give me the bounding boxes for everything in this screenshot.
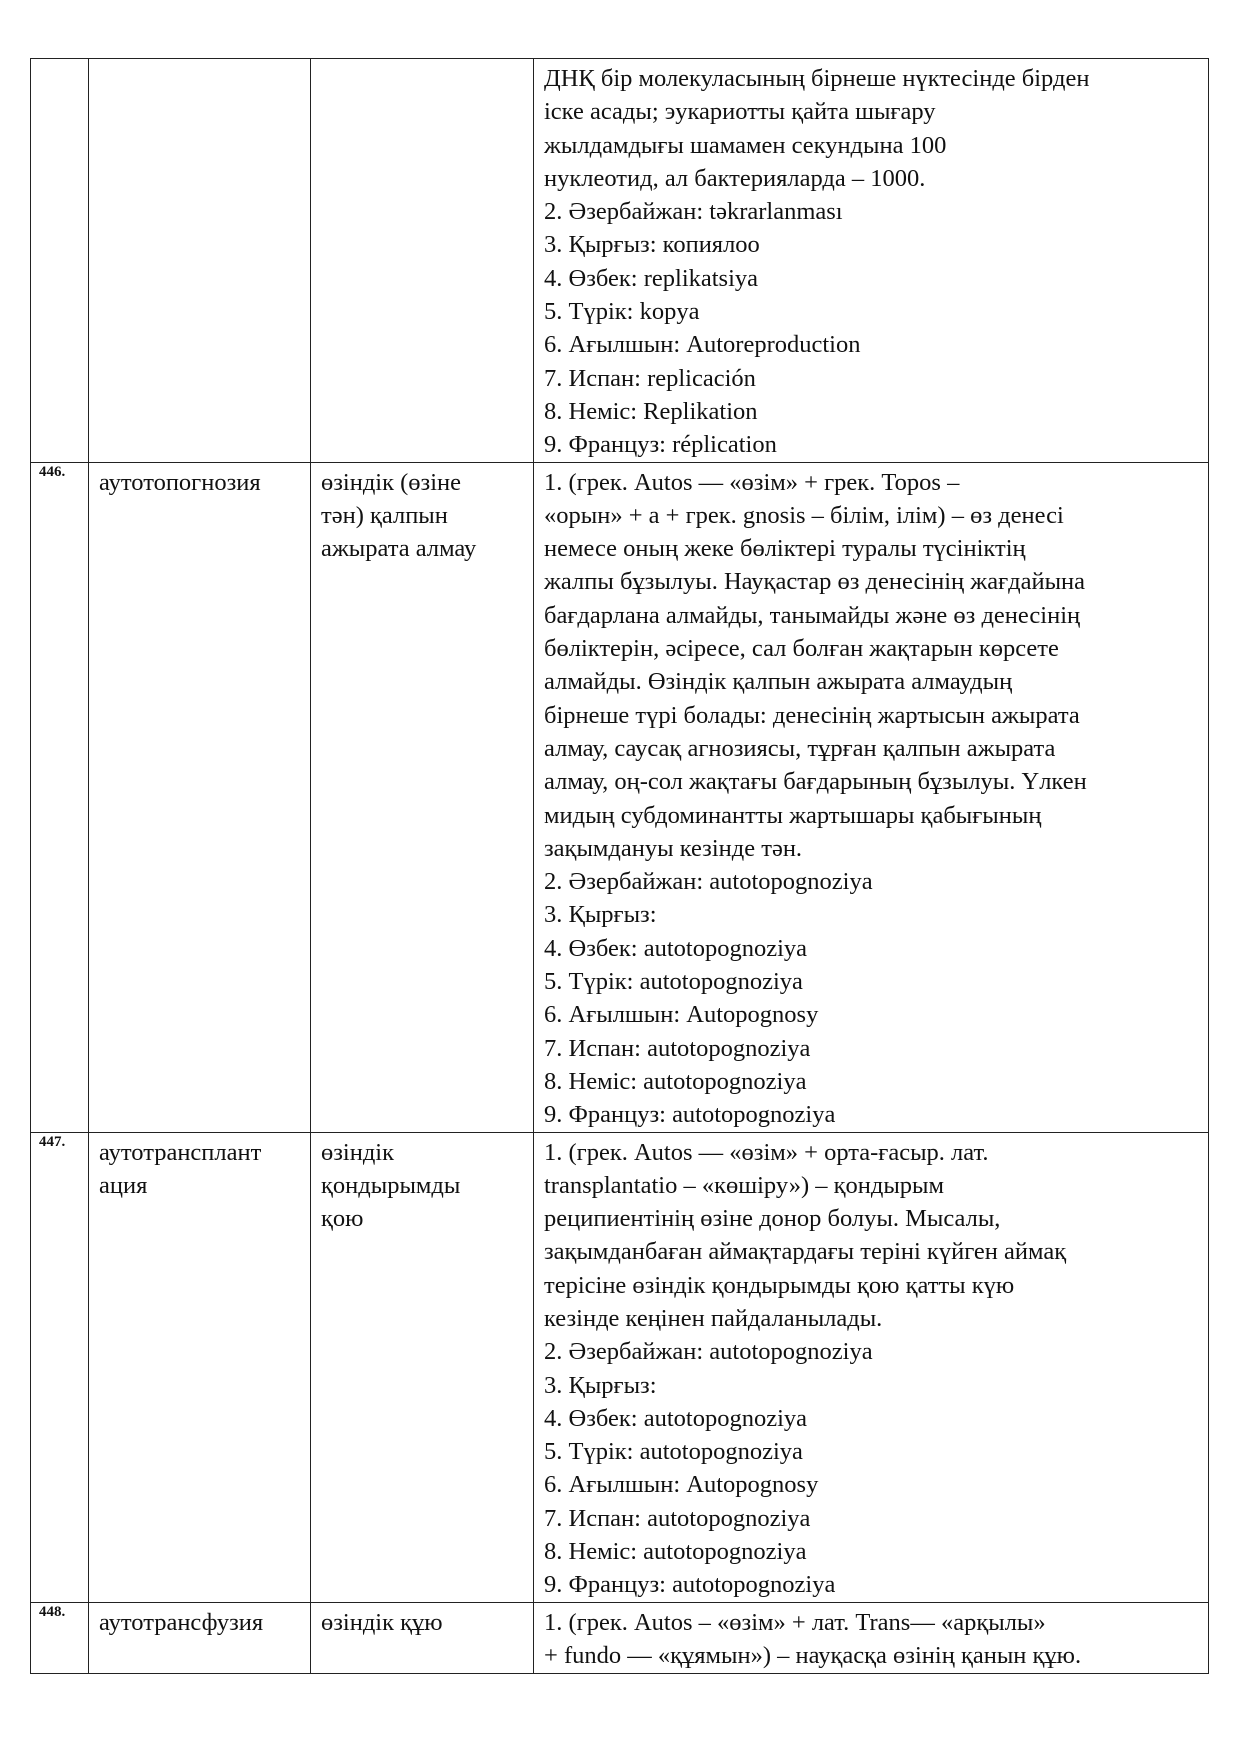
- definition-line: бағдарлана алмайды, танымайды және өз денесінің: [544, 601, 1081, 629]
- number-cell: [31, 59, 89, 463]
- definition-line: бөліктерін, әсіресе, сал болған жақтарын көрсете: [544, 635, 1059, 663]
- language-german: 8. Неміс: Replikation: [544, 397, 758, 425]
- definition-cell: [534, 1602, 1209, 1673]
- term-text: аутотрансплант ация: [99, 1138, 262, 1199]
- term-text: аутотрансфузия: [99, 1608, 264, 1636]
- definition-line: + fundo — «құямын») – науқасқа өзінің қанын құю.: [544, 1641, 1082, 1669]
- definition-line: алмайды. Өзіндік қалпын ажырата алмаудың: [544, 668, 1013, 696]
- language-turkish: 5. Түрік: kopya: [544, 298, 700, 326]
- language-spanish: 7. Испан: replicación: [544, 364, 756, 392]
- language-azerbaijani: 2. Әзербайжан: təkrarlanması: [544, 198, 843, 226]
- entry-number: 448.: [39, 1603, 66, 1620]
- entry-number: [31, 59, 88, 61]
- language-english: 6. Ағылшын: Autopognosy: [544, 1471, 819, 1499]
- definition-line: кезінде кеңінен пайдаланылады.: [544, 1304, 883, 1332]
- entry-number: 447.: [39, 1133, 66, 1150]
- term-cell: [89, 1132, 311, 1602]
- translation-cell: [311, 59, 534, 463]
- definition-line: 1. (грек. Autos – «өзім» + лат. Trans— «арқылы»: [544, 1608, 1046, 1636]
- language-french: 9. Француз: autotopognoziya: [544, 1101, 836, 1129]
- language-spanish: 7. Испан: autotopognoziya: [544, 1504, 811, 1532]
- term-text: аутотопогнозия: [99, 468, 261, 496]
- language-kyrgyz: 3. Қырғыз: копиялоо: [544, 231, 760, 259]
- entry-number: 446.: [39, 463, 66, 480]
- translation-text: [311, 59, 533, 62]
- language-french: 9. Француз: réplication: [544, 431, 777, 459]
- definition-line: нуклеотид, ал бактерияларда – 1000.: [544, 164, 926, 192]
- language-azerbaijani: 2. Әзербайжан: autotopognoziya: [544, 868, 873, 896]
- language-azerbaijani: 2. Әзербайжан: autotopognoziya: [544, 1338, 873, 1366]
- definition-line: реципиентінің өзіне донор болуы. Мысалы,: [544, 1205, 1001, 1233]
- translation-text: өзіндік қондырымды қою: [321, 1138, 461, 1233]
- language-uzbek: 4. Өзбек: autotopognoziya: [544, 1404, 808, 1432]
- definition-line: «орын» + а + грек. gnosis – білім, ілім) – өз денесі: [544, 501, 1064, 529]
- translation-cell: [311, 1602, 534, 1673]
- table-row: [31, 59, 1209, 463]
- definition-line: терісіне өзіндік қондырымды қою қатты күю: [544, 1271, 1015, 1299]
- language-kyrgyz: 3. Қырғыз:: [544, 1371, 657, 1399]
- definition-line: алмау, саусақ агнозиясы, тұрған қалпын ажырата: [544, 734, 1056, 762]
- term-cell: [89, 1602, 311, 1673]
- definition-line: жылдамдығы шамамен секундына 100: [544, 131, 947, 159]
- translation-cell: [311, 462, 534, 1132]
- number-cell: [31, 462, 89, 1132]
- definition-line: 1. (грек. Autos — «өзім» + орта-ғасыр. лат.: [544, 1138, 989, 1166]
- definition-cell: [534, 59, 1209, 463]
- language-uzbek: 4. Өзбек: replikatsiya: [544, 264, 759, 292]
- language-english: 6. Ағылшын: Autopognosy: [544, 1001, 819, 1029]
- glossary-table: [30, 58, 1209, 1674]
- definition-line: ДНҚ бір молекуласының бірнеше нүктесінде бірден: [544, 65, 1090, 92]
- term-cell: [89, 462, 311, 1132]
- language-spanish: 7. Испан: autotopognoziya: [544, 1034, 811, 1062]
- term-text: [89, 59, 310, 62]
- translation-text: өзіндік құю: [321, 1608, 443, 1636]
- language-french: 9. Француз: autotopognoziya: [544, 1571, 836, 1599]
- definition-line: transplantatio – «көшіру») – қондырым: [544, 1171, 945, 1199]
- definition-line: мидың субдоминантты жартышары қабығының: [544, 801, 1042, 829]
- language-turkish: 5. Түрік: autotopognoziya: [544, 968, 803, 996]
- language-uzbek: 4. Өзбек: autotopognoziya: [544, 934, 808, 962]
- definition-line: жалпы бұзылуы. Науқастар өз денесінің жағдайына: [544, 568, 1086, 596]
- definition-line: іске асады; эукариотты қайта шығару: [544, 98, 936, 126]
- table-row: [31, 1602, 1209, 1673]
- number-cell: [31, 1602, 89, 1673]
- definition-line: 1. (грек. Autos — «өзім» + грек. Topos –: [544, 468, 960, 496]
- term-cell: [89, 59, 311, 463]
- definition-line: немесе оның жеке бөліктері туралы түсініктің: [544, 535, 1026, 563]
- language-kyrgyz: 3. Қырғыз:: [544, 901, 657, 929]
- definition-line: бірнеше түрі болады: денесінің жартысын ажырата: [544, 701, 1080, 729]
- language-german: 8. Неміс: autotopognoziya: [544, 1538, 807, 1566]
- language-turkish: 5. Түрік: autotopognoziya: [544, 1438, 803, 1466]
- definition-line: алмау, оң-сол жақтағы бағдарының бұзылуы. Үлкен: [544, 768, 1087, 796]
- definition-cell: [534, 1132, 1209, 1602]
- translation-cell: [311, 1132, 534, 1602]
- translation-text: өзіндік (өзіне тән) қалпын ажырата алмау: [321, 468, 477, 563]
- definition-line: зақымдануы кезінде тән.: [544, 834, 803, 862]
- language-english: 6. Ағылшын: Autoreproduction: [544, 331, 861, 359]
- language-german: 8. Неміс: autotopognoziya: [544, 1067, 807, 1095]
- table-row: [31, 462, 1209, 1132]
- definition-line: зақымданбаған аймақтардағы теріні күйген аймақ: [544, 1238, 1067, 1266]
- number-cell: [31, 1132, 89, 1602]
- definition-cell: [534, 462, 1209, 1132]
- table-row: [31, 1132, 1209, 1602]
